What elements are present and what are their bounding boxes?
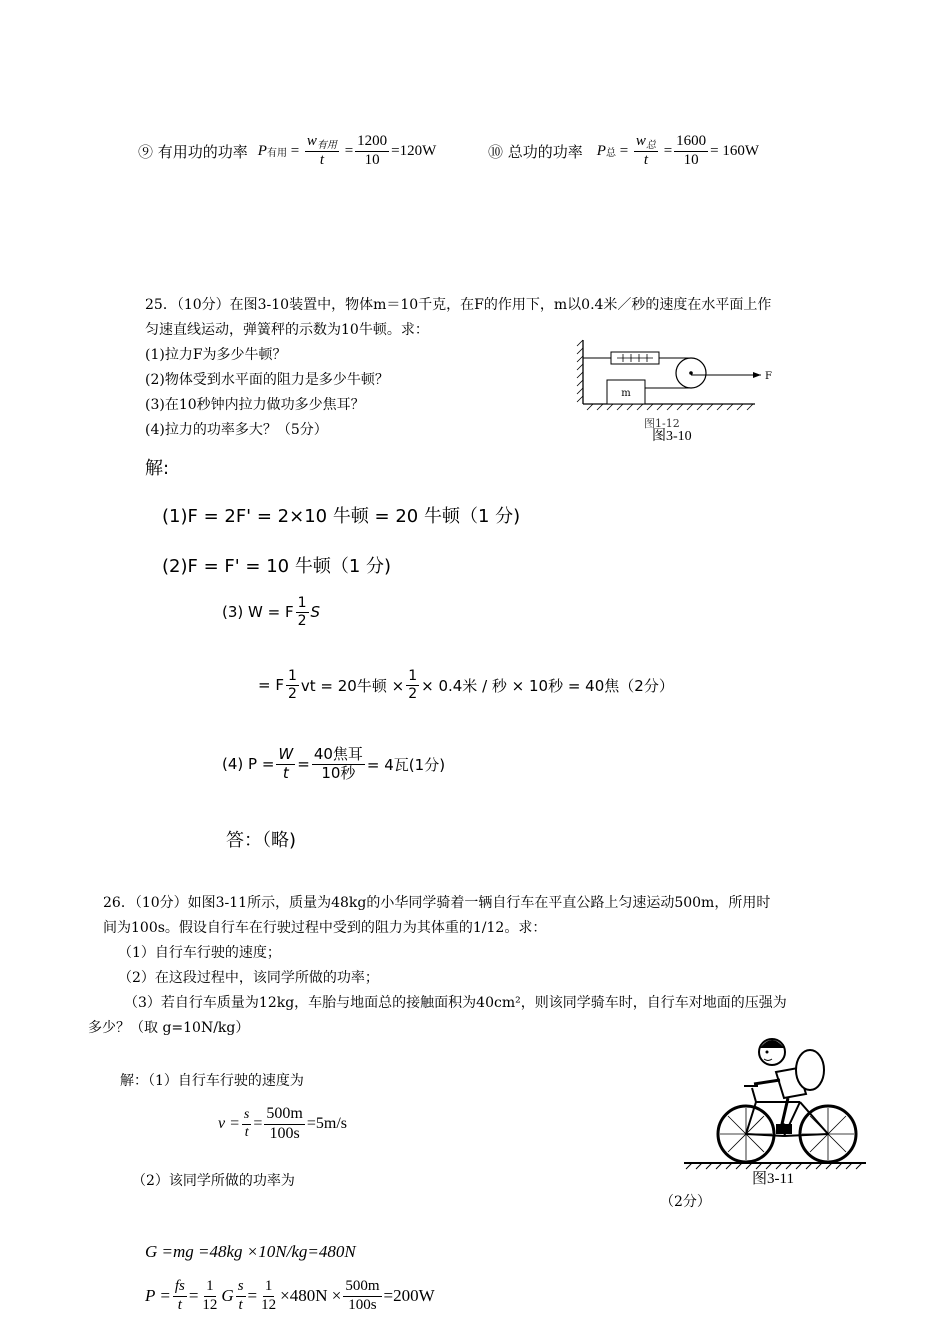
item10-P-sub: 总 [605, 147, 616, 159]
q26-solution-2: （2）该同学所做的功率为 [132, 1173, 295, 1189]
q25-answer-3: (3) W = F $\frac{1}{2}$ S [222, 595, 321, 629]
q25-final-answer: 答：（略) [226, 830, 297, 851]
q26-sub3b: 多少？（取 g=10N/kg） [88, 1020, 250, 1036]
item10-P: P [596, 142, 606, 159]
q26-line1: 26．（10分）如图3-11所示，质量为48kg的小华同学骑着一辆自行车在平直公路上匀速运动500m，所用时 [103, 895, 771, 911]
item10-label: ⑩ 总功的功率 [488, 142, 583, 161]
q26-sub3: （3）若自行车质量为12kg，车胎与地面总的接触面积为40cm²，则该同学骑车时，自行车对地面的压强为 [124, 995, 787, 1011]
q26-power-formula: P = $\frac{fs}{t}$ = $\frac{1}{12}$ G $\frac{s}{t}$ = $\frac{1}{12}$ ×480N × $\frac{500m}{100s}$ =200W [145, 1278, 435, 1313]
q25-line2: 匀速直线运动，弹簧秤的示数为10牛顿。求： [145, 322, 429, 338]
q25-answer-4: (4) P = $\frac{W}{t}$ = $\frac{\text{40焦耳}}{\text{10秒}}$ = 4瓦(1分) [222, 745, 446, 782]
item9-result: =120W [391, 142, 437, 159]
q26-solution-1: 解：（1）自行车行驶的速度为 [120, 1073, 304, 1089]
q25-sub2: (2)物体受到水平面的阻力是多少牛顿？ [145, 372, 389, 388]
q25-sub1: (1)拉力F为多少牛顿？ [145, 347, 287, 363]
q25-solution-label: 解: [145, 458, 170, 479]
q25-answer-3b: = F $\frac{1}{2}$ vt = 20牛顿 × $\frac{1}{2}$ × 0.4米 / 秒 × 10秒 = 40焦（2分） [258, 668, 674, 702]
item10-w-over-t: $\frac{w_总}{t}$ [635, 132, 656, 169]
q26-points: （2分） [660, 1194, 711, 1210]
block-label: m [621, 388, 631, 399]
q25-answer-1: (1)F = 2F' = 2×10 牛顿 = 20 牛顿（1 分) [162, 506, 521, 527]
formula-item9: ⑨ 有用功的功率 P 有用 = $\frac{w_{有用}}{t}$ = $\frac{1200}{10}$ =120W [138, 132, 437, 169]
q26-gravity-formula: G =mg =48kg ×10N/kg=480N [145, 1242, 356, 1261]
item9-fraction: $\frac{1200}{10}$ [357, 133, 388, 168]
item10-result: = 160W [710, 142, 760, 159]
q26-line2: 间为100s。假设自行车在行驶过程中受到的阻力为其体重的1/12。求： [103, 920, 547, 936]
q26-velocity-formula: v = $\frac{s}{t}$ = $\frac{500m}{100s}$ =5m/s [218, 1105, 347, 1142]
fig-3-10-old-caption: 图1-12 [644, 417, 680, 430]
cyclist-illustration [680, 1032, 870, 1172]
fig-3-10-caption: 图3-10 [652, 429, 692, 444]
item9-label: ⑨ 有用功的功率 [138, 142, 248, 161]
q26-sub2: （2）在这段过程中，该同学所做的功率； [118, 970, 379, 986]
item9-w-over-t: $\frac{w_{有用}}{t}$ [306, 132, 337, 169]
formula-item10: ⑩ 总功的功率 P 总 = $\frac{w_总}{t}$ = $\frac{1600}{10}$ = 160W [488, 132, 760, 169]
item10-fraction: $\frac{1600}{10}$ [676, 133, 707, 168]
q25-sub3: (3)在10秒钟内拉力做功多少焦耳？ [145, 397, 365, 413]
item9-P: P [257, 142, 267, 159]
q26-sub1: （1）自行车行驶的速度； [118, 945, 281, 961]
force-label: F [765, 371, 772, 382]
item9-P-sub: 有用 [266, 147, 287, 159]
q25-sub4: (4)拉力的功率多大？（5分） [145, 422, 328, 438]
q25-line1: 25．（10分）在图3-10装置中，物体m＝10千克，在F的作用下，m以0.4米／秒的速度在水平面上作 [145, 297, 772, 313]
figure-3-11 [680, 1032, 870, 1172]
q25-answer-2: (2)F = F' = 10 牛顿（1 分) [162, 556, 392, 577]
fig-3-11-caption: 图3-11 [752, 1171, 794, 1187]
